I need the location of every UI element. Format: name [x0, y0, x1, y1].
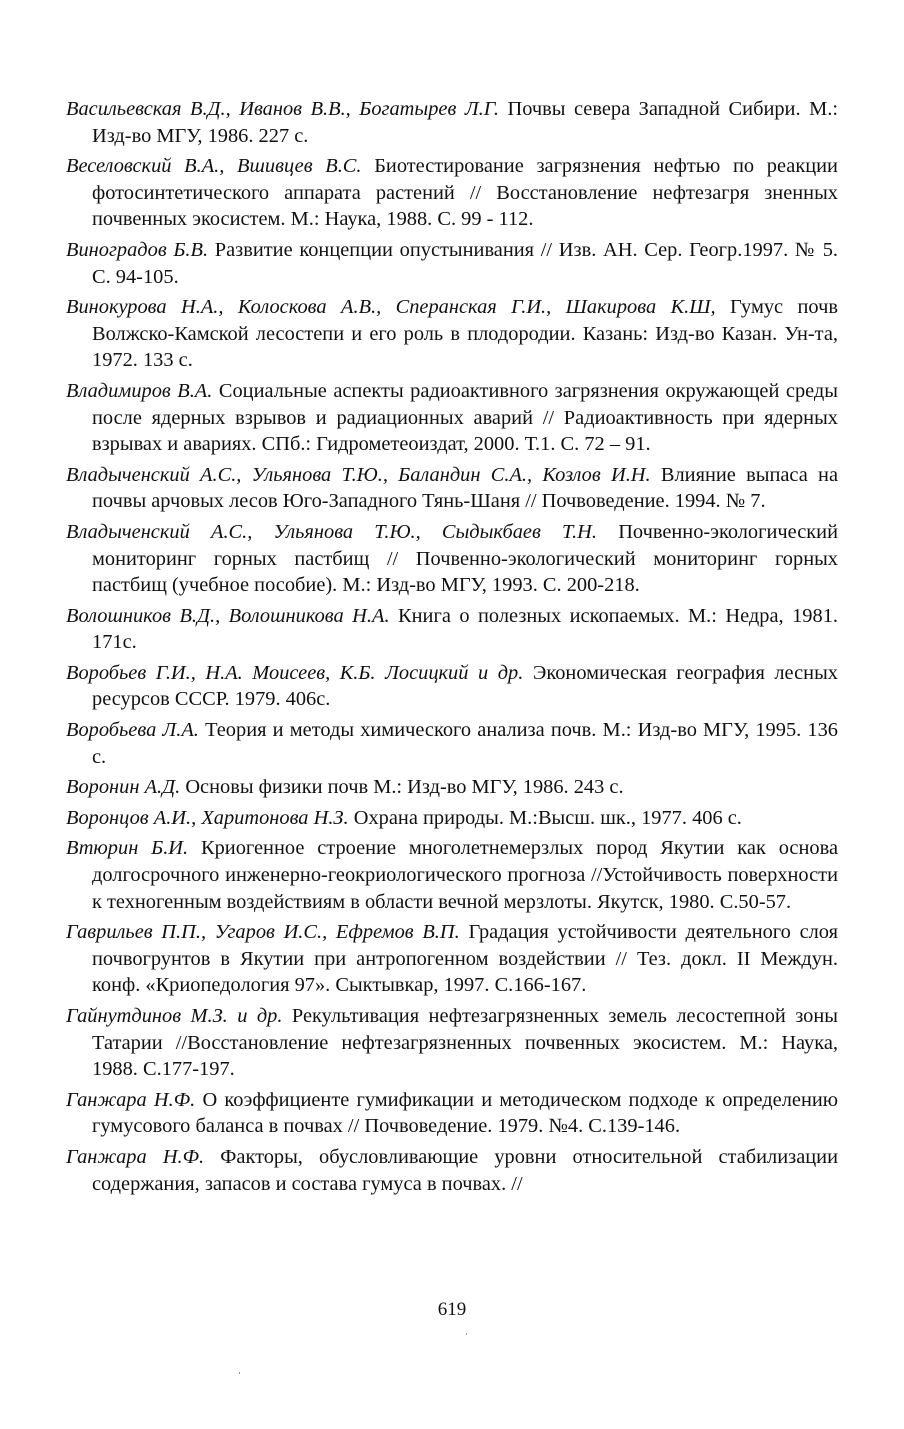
bibliography-entry [66, 294, 838, 374]
entry-authors: Втюрин Б.И. [66, 837, 189, 860]
entry-text: Почвенно-экологический мониторинг горных пастбищ // Почвенно-экологический мониторинг горных пастбищ (учебное пособие). М.: Изд-во МГУ, 1993. С. 200-218. [92, 520, 838, 597]
entry-text: Охрана природы. М.:Высш. шк., 1977. 406 с. [353, 806, 742, 829]
bibliography-list [66, 96, 838, 1201]
entry-text: Теория и методы химического анализа почв. М.: Изд-во МГУ, 1995. 136 с. [92, 719, 838, 768]
entry-authors: Воронин А.Д. [66, 776, 181, 799]
entry-text: Основы физики почв М.: Изд-во МГУ, 1986. 243 с. [185, 776, 624, 799]
entry-text: Социальные аспекты радиоактивного загрязнения окружающей среды после ядерных взрывов и радиационных аварий // Радиоактивность при ядерных взрывах и авариях. СПб.: Гидрометеоиздат, 2000. Т.1. С. 72 – 91. [92, 379, 838, 456]
entry-authors: Воробьев Г.И., Н.А. Моисеев, К.Б. Лосицкий и др. [66, 661, 524, 684]
scan-speck [466, 1333, 467, 1335]
bibliography-entry [66, 153, 838, 233]
entry-text: О коэффициенте гумификации и методическом подходе к определению гумусового баланса в почвах // Почвоведение. 1979. №4. С.139-146. [92, 1088, 839, 1138]
bibliography-entry [66, 1003, 838, 1083]
entry-text: Рекультивация нефтезагрязненных земель лесостепной зоны Татарии //Восстановление нефтезагрязненных почвенных экосистем. М.: Наука, 1988. С.177-197. [92, 1005, 838, 1081]
entry-text: Гумус почв Волжско-Камской лесостепи и его роль в плодородии. Казань: Изд-во Казан. Ун-та, 1972. 133 с. [92, 296, 838, 372]
bibliography-entry [66, 1087, 838, 1140]
entry-authors: Владыченский А.С., Ульянова Т.Ю., Сыдыкбаев Т.Н. [66, 520, 597, 543]
entry-authors: Владимиров В.А. [66, 379, 213, 402]
entry-text: Биотестирование загрязнения нефтью по реакции фотосинтетического аппарата растений // Восстановление нефтезагря зненных почвенных экосистем. М.: Наука, 1988. С. 99 - 112. [92, 155, 838, 231]
entry-authors: Винокурова Н.А., Колоскова А.В., Сперанская Г.И., Шакирова К.Ш, [66, 296, 716, 319]
entry-authors: Владыченский А.С., Ульянова Т.Ю., Баландин С.А., Козлов И.Н. [66, 463, 651, 486]
bibliography-entry [66, 519, 838, 599]
entry-authors: Ганжара Н.Ф. [66, 1088, 196, 1111]
entry-text: Факторы, обусловливающие уровни относительной стабилизации содержания, запасов и состава гумуса в почвах. // [92, 1145, 838, 1195]
entry-text: Влияние выпаса на почвы арчовых лесов Юго-Западного Тянь-Шаня // Почвоведение. 1994. № 7. [92, 463, 838, 513]
bibliography-entry [66, 603, 838, 656]
entry-text: Почвы севера Западной Сибири. М.: Изд-во МГУ, 1986. 227 с. [92, 98, 838, 147]
entry-authors: Ганжара Н.Ф. [66, 1145, 205, 1168]
entry-text: Экономическая география лесных ресурсов СССР. 1979. 406с. [92, 661, 838, 711]
page-number: 619 [437, 1299, 467, 1320]
bibliography-entry [66, 462, 838, 515]
bibliography-entry [66, 237, 838, 290]
entry-authors: Волошников В.Д., Волошникова Н.А. [66, 604, 390, 627]
entry-authors: Васильевская В.Д., Иванов В.В., Богатырев Л.Г. [66, 98, 499, 120]
entry-authors: Воронцов А.И., Харитонова Н.З. [66, 806, 349, 829]
bibliography-entry [66, 717, 838, 770]
bibliography-entry [66, 774, 838, 801]
bibliography-entry [66, 1144, 838, 1197]
scan-speck [239, 1372, 240, 1374]
entry-authors: Виноградов Б.В. [66, 238, 209, 261]
bibliography-entry [66, 96, 838, 149]
bibliography-entry [66, 919, 838, 999]
bibliography-entry [66, 660, 838, 713]
entry-authors: Гаврильев П.П., Угаров И.С., Ефремов В.П. [66, 921, 460, 944]
entry-text: Книга о полезных ископаемых. М.: Недра, 1981. 171с. [92, 604, 838, 654]
entry-authors: Веселовский В.А., Вшивцев В.С. [66, 155, 362, 178]
bibliography-entry [66, 805, 838, 832]
entry-authors: Воробьева Л.А. [66, 719, 199, 742]
entry-text: Градация устойчивости деятельного слоя почвогрунтов в Якутии при антропогенном воздействии // Тез. докл. II Междун. конф. «Криопедология 97». Сыктывкар, 1997. С.166-167. [92, 921, 838, 997]
entry-text: Развитие концепции опустынивания // Изв. АН. Сер. Геогр.1997. № 5. С. 94-105. [92, 238, 838, 288]
entry-text: Криогенное строение многолетнемерзлых пород Якутии как основа долгосрочного инженерно-геокриологического прогноза //Устойчивость поверхности к техногенным воздействиям в области вечной мерзлоты. Якутск, 1980. С.50-57. [92, 837, 838, 913]
bibliography-entry [66, 835, 838, 915]
entry-authors: Гайнутдинов М.З. и др. [66, 1005, 283, 1027]
bibliography-entry [66, 378, 838, 458]
